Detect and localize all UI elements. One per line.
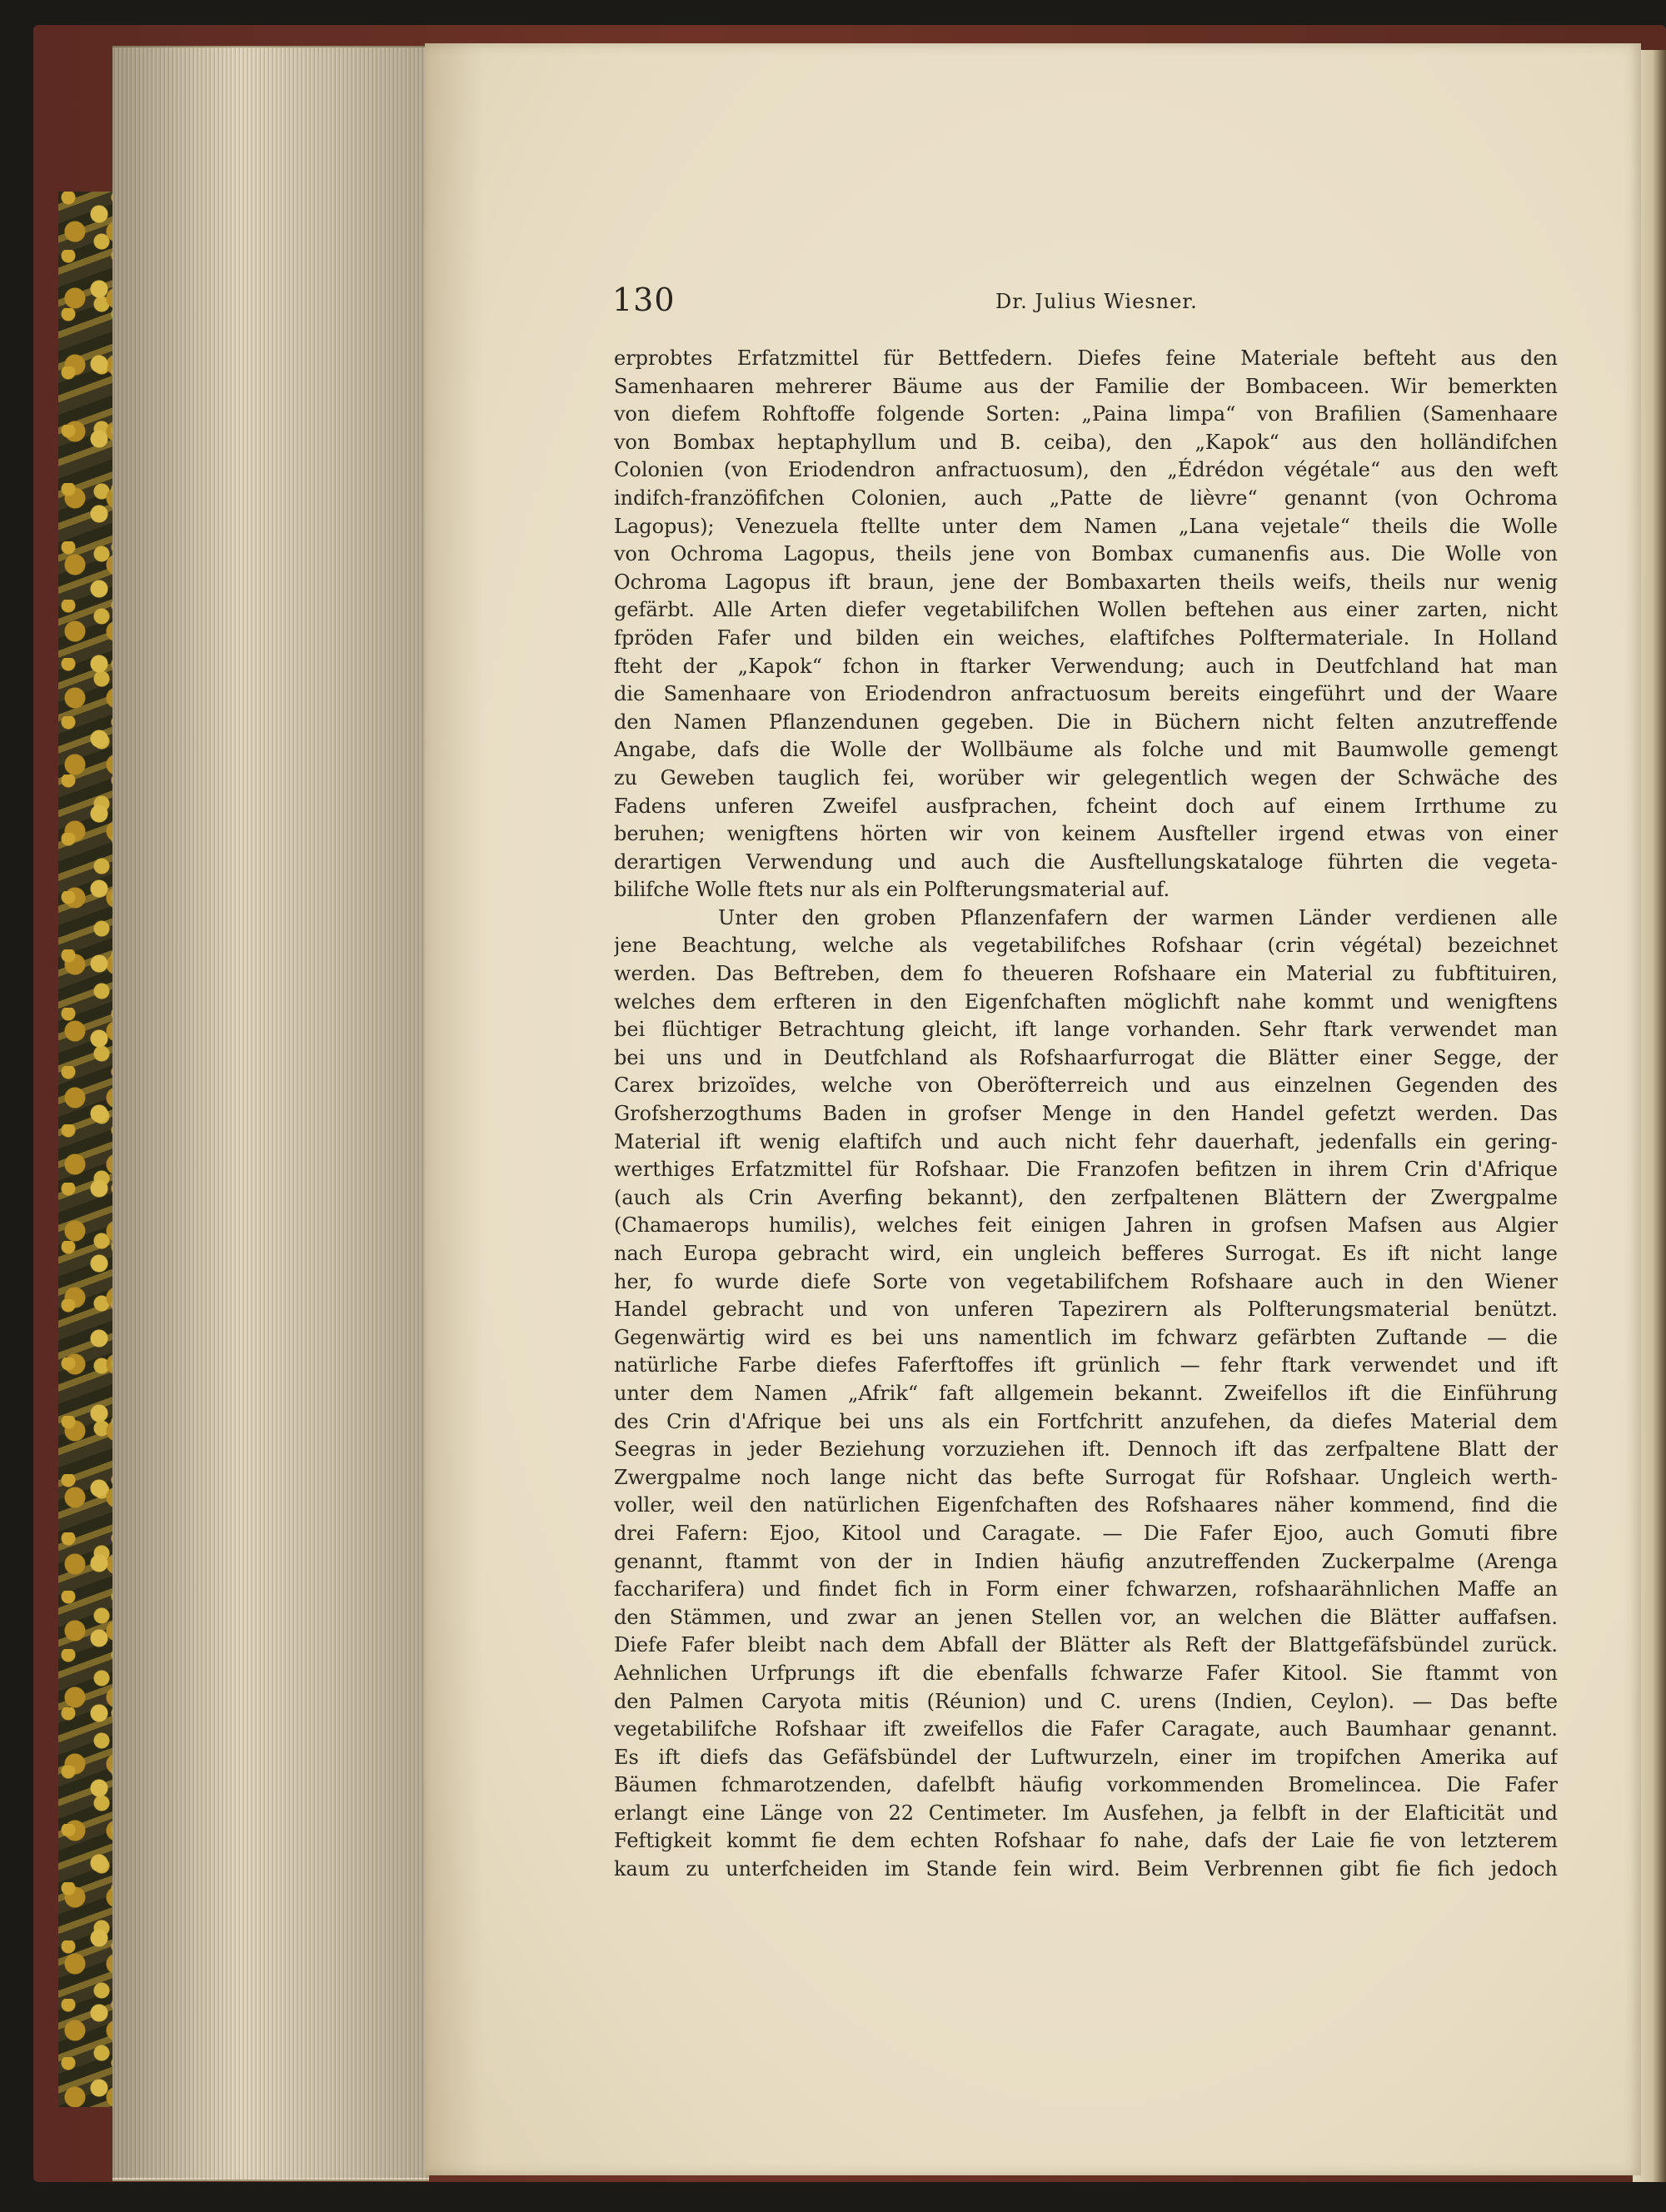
- text-line: derartigen Verwendung und auch die Ausftellungskataloge führten die vegeta-: [614, 849, 1558, 874]
- text-line: vegetabilifche Rofshaar ift zweifellos die Fafer Caragate, auch Baumhaar genannt.: [614, 1717, 1558, 1741]
- text-line: Zwergpalme noch lange nicht das befte Surrogat für Rofshaar. Ungleich werth-: [614, 1465, 1558, 1489]
- text-line: Es ift diefs das Gefäfsbündel der Luftwurzeln, einer im tropifchen Amerika auf: [614, 1745, 1558, 1769]
- page-number: 130: [612, 281, 676, 318]
- text-line: werden. Das Beftreben, dem fo theueren Rofshaare ein Material zu fubftituiren,: [614, 962, 1558, 986]
- text-line: von Bombax heptaphyllum und B. ceiba), den „Kapok“ aus den holländifchen: [614, 430, 1558, 454]
- text-line: Unter den groben Pflanzenfafern der warmen Länder verdienen alle: [718, 905, 1558, 929]
- text-line: zu Geweben tauglich fei, worüber wir gelegentlich wegen der Schwäche des: [614, 765, 1558, 790]
- text-line: indifch-franzöfifchen Colonien, auch „Patte de lièvre“ genannt (von Ochroma: [614, 486, 1558, 510]
- text-line: Diefe Fafer bleibt nach dem Abfall der Blätter als Reft der Blattgefäfsbündel zurück.: [614, 1633, 1558, 1657]
- text-line: beruhen; wenigftens hörten wir von keinem Ausfteller irgend etwas von einer: [614, 822, 1558, 846]
- text-line: den Stämmen, und zwar an jenen Stellen vor, an welchen die Blätter auffafsen.: [614, 1605, 1558, 1629]
- text-line: bilifche Wolle ftets nur als ein Polfterungsmaterial auf.: [614, 878, 1170, 902]
- text-line: erprobtes Erfatzmittel für Bettfedern. Diefes feine Materiale befteht aus den: [614, 346, 1558, 370]
- text-line: Bäumen fchmarotzenden, dafelbft häufig vorkommenden Bromelincea. Die Fafer: [614, 1773, 1558, 1797]
- text-line: des Crin d'Afrique bei uns als ein Fortfchritt anzufehen, da diefes Material dem: [614, 1409, 1558, 1433]
- text-line: fpröden Fafer und bilden ein weiches, elaftifches Polftermateriale. In Holland: [614, 625, 1558, 650]
- text-line: erlangt eine Länge von 22 Centimeter. Im Ausfehen, ja felbft in der Elafticität und: [614, 1801, 1558, 1825]
- text-line: Aehnlichen Urfprungs ift die ebenfalls fchwarze Fafer Kitool. Sie ftammt von: [614, 1661, 1558, 1685]
- text-line: faccharifera) und findet fich in Form einer fchwarzen, rofshaarähnlichen Maffe an: [614, 1577, 1558, 1602]
- text-line: Samenhaaren mehrerer Bäume aus der Familie der Bombaceen. Wir bemerkten: [614, 374, 1558, 398]
- text-line: (auch als Crin Averfing bekannt), den zerfpaltenen Blättern der Zwergpalme: [614, 1185, 1558, 1209]
- running-head: Dr. Julius Wiesner.: [995, 290, 1198, 313]
- text-line: Grofsherzogthums Baden in grofser Menge in den Handel gefetzt werden. Das: [614, 1102, 1558, 1126]
- text-line: Gegenwärtig wird es bei uns namentlich im fchwarz gefärbten Zuftande — die: [614, 1325, 1558, 1349]
- text-line: natürliche Farbe diefes Faferftoffes ift grünlich — fehr ftark verwendet und ift: [614, 1353, 1558, 1378]
- text-line: die Samenhaare von Eriodendron anfractuosum bereits eingeführt und der Waare: [614, 682, 1558, 706]
- text-line: jene Beachtung, welche als vegetabilifches Rofshaar (crin végétal) bezeichnet: [614, 934, 1558, 958]
- body-text: [614, 345, 1558, 1884]
- text-line: kaum zu unterfcheiden im Stande fein wird. Beim Verbrennen gibt fie fich jedoch: [614, 1857, 1558, 1881]
- text-line: fteht der „Kapok“ fchon in ftarker Verwendung; auch in Deutfchland hat man: [614, 654, 1558, 678]
- text-line: genannt, ftammt von der in Indien häufig anzutreffenden Zuckerpalme (Arenga: [614, 1549, 1558, 1573]
- text-line: voller, weil den natürlichen Eigenfchaften des Rofshaares näher kommend, find die: [614, 1493, 1558, 1517]
- text-line: Lagopus); Venezuela ftellte unter dem Namen „Lana vejetale“ theils die Wolle: [614, 514, 1558, 538]
- text-line: bei uns und in Deutfchland als Rofshaarfurrogat die Blätter einer Segge, der: [614, 1045, 1558, 1069]
- marbled-edge: [58, 192, 119, 2107]
- text-line: nach Europa gebracht wird, ein ungleich befferes Surrogat. Es ift nicht lange: [614, 1242, 1558, 1265]
- text-line: her, fo wurde diefe Sorte von vegetabilifchem Rofshaare auch in den Wiener: [614, 1269, 1558, 1293]
- text-line: Fadens unferen Zweifel ausfprachen, fcheint doch auf einem Irrthume zu: [614, 794, 1558, 818]
- text-line: Angabe, dafs die Wolle der Wollbäume als folche und mit Baumwolle gemengt: [614, 738, 1558, 762]
- text-line: werthiges Erfatzmittel für Rofshaar. Die Franzofen befitzen in ihrem Crin d'Afrique: [614, 1158, 1558, 1182]
- text-line: Ochroma Lagopus ift braun, jene der Bombaxarten theils weifs, theils nur wenig: [614, 570, 1558, 594]
- text-line: den Palmen Caryota mitis (Réunion) und C. urens (Indien, Ceylon). — Das befte: [614, 1689, 1558, 1713]
- text-line: von Ochroma Lagopus, theils jene von Bombax cumanenfis aus. Die Wolle von: [614, 542, 1558, 566]
- text-line: den Namen Pflanzendunen gegeben. Die in Büchern nicht felten anzutreffende: [614, 710, 1558, 734]
- text-line: (Chamaerops humilis), welches feit einigen Jahren in grofsen Mafsen aus Algier: [614, 1213, 1558, 1238]
- text-line: Feftigkeit kommt fie dem echten Rofshaar fo nahe, dafs der Laie fie von letzterem: [614, 1829, 1558, 1853]
- text-line: Seegras in jeder Beziehung vorzuziehen ift. Dennoch ift das zerfpaltene Blatt der: [614, 1437, 1558, 1462]
- text-line: welches dem erfteren in den Eigenfchaften möglichft nahe kommt und wenigftens: [614, 989, 1558, 1014]
- text-line: drei Fafern: Ejoo, Kitool und Caragate. — Die Fafer Ejoo, auch Gomuti fibre: [614, 1521, 1558, 1545]
- text-line: von diefem Rohftoffe folgende Sorten: „Paina limpa“ von Brafilien (Samenhaare: [614, 402, 1558, 426]
- page-block-shadow: [112, 46, 429, 2178]
- text-line: Colonien (von Eriodendron anfractuosum), den „Édrédon végétale“ aus den weft: [614, 458, 1558, 482]
- text-line: gefärbt. Alle Arten diefer vegetabilifchen Wollen beftehen aus einer zarten, nicht: [614, 598, 1558, 622]
- text-line: Material ift wenig elaftifch und auch nicht fehr dauerhaft, jedenfalls ein gering-: [614, 1129, 1558, 1153]
- text-line: unter dem Namen „Afrik“ faft allgemein bekannt. Zweifellos ift die Einführung: [614, 1381, 1558, 1405]
- text-line: bei flüchtiger Betrachtung gleicht, ift lange vorhanden. Sehr ftark verwendet man: [614, 1018, 1558, 1042]
- text-line: Handel gebracht und von unferen Tapezirern als Polfterungsmaterial benützt.: [614, 1298, 1558, 1322]
- text-line: Carex brizoïdes, welche von Oberöfterreich und aus einzelnen Gegenden des: [614, 1074, 1558, 1098]
